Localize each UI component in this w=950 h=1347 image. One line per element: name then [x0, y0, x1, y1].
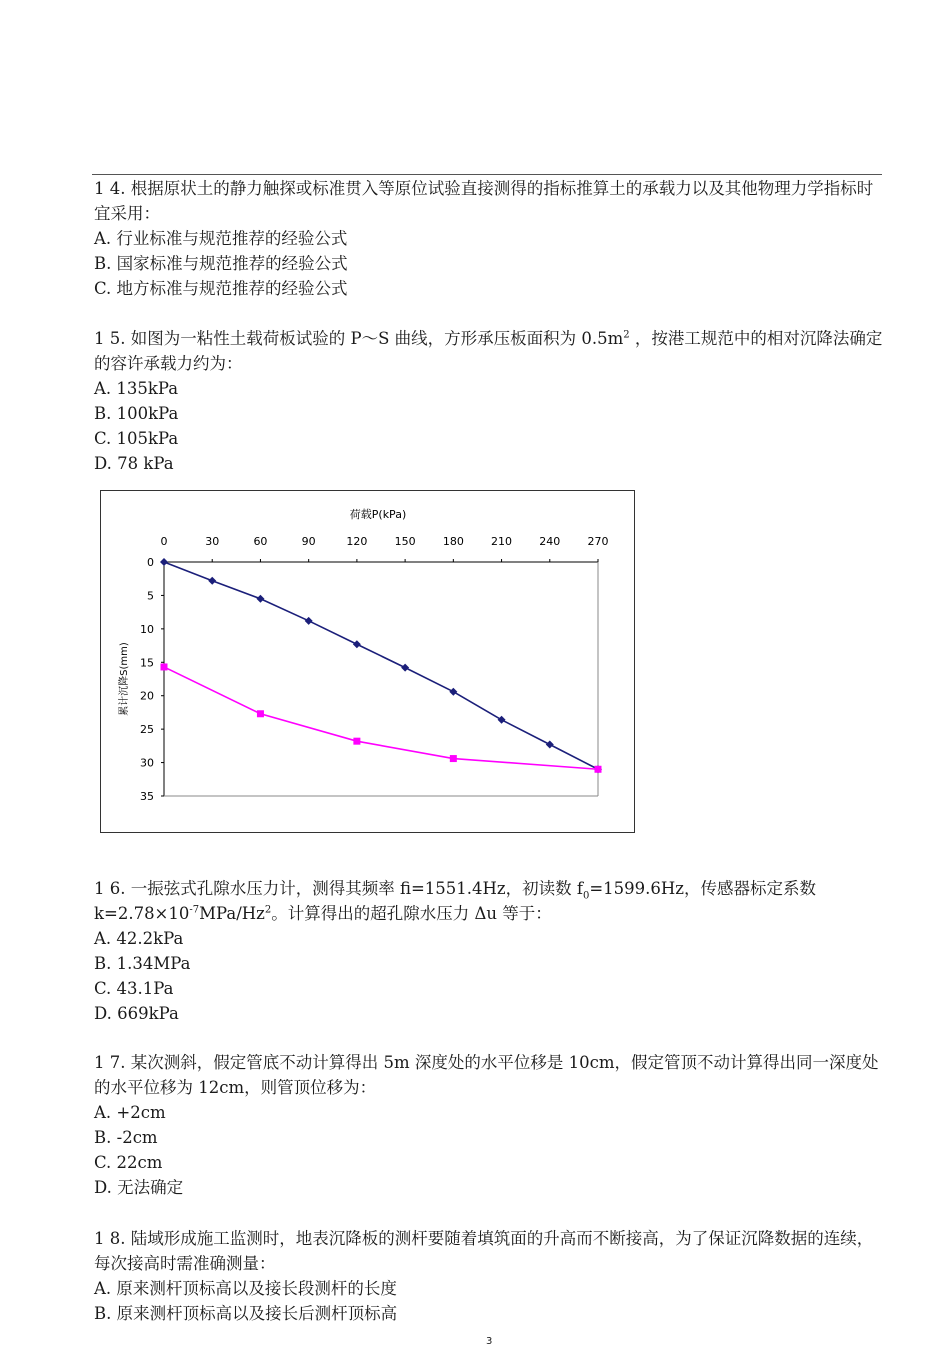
series-1-point: [160, 558, 168, 566]
y-tick-label: 0: [147, 556, 154, 569]
chart-title: 荷载P(kPa): [349, 508, 407, 521]
stem-part: 1 5. 如图为一粘性土载荷板试验的 P～S 曲线，方形承压板面积为 0.5m: [94, 329, 624, 348]
header-rule: [92, 174, 882, 175]
question-18: [94, 1226, 884, 1326]
option-d: D. 78 kPa: [94, 454, 174, 473]
x-tick-label: 180: [442, 535, 464, 548]
question-15: [94, 326, 884, 476]
series-2-point: [595, 766, 602, 773]
x-tick-label: 210: [491, 535, 513, 548]
option-a: A. 原来测杆顶标高以及接长段测杆的长度: [94, 1279, 397, 1298]
stem-part: MPa/Hz: [199, 904, 265, 923]
stem-part: =1599.6Hz，传感器标定系数 k=2.78×10: [94, 879, 817, 923]
series-1-point: [208, 577, 216, 585]
y-axis-label: 累计沉降S(mm): [119, 642, 130, 716]
question-stem: [94, 876, 884, 926]
series-2-point: [161, 663, 168, 670]
y-tick-label: 30: [140, 756, 154, 770]
option-b: B. 国家标准与规范推荐的经验公式: [94, 254, 348, 273]
stem-superscript: 2: [264, 904, 272, 916]
x-tick-label: 240: [539, 535, 561, 548]
option-b: B. 1.34MPa: [94, 954, 191, 973]
option-a: A. 42.2kPa: [94, 929, 184, 948]
question-stem: 1 8. 陆域形成施工监测时，地表沉降板的测杆要随着填筑面的升高而不断接高，为了保证沉降数据的连续，每次接高时需准确测量：: [94, 1229, 874, 1273]
y-tick-label: 25: [140, 723, 154, 737]
page-number: 3: [486, 1336, 493, 1347]
question-14: [94, 176, 884, 301]
ps-curve-svg: [101, 491, 634, 832]
option-a: A. 行业标准与规范推荐的经验公式: [94, 229, 348, 248]
x-tick-label: 150: [394, 535, 416, 548]
series-2-point: [353, 738, 360, 745]
stem-subscript: 0: [582, 890, 590, 902]
y-tick-label: 20: [140, 689, 154, 703]
option-b: B. 原来测杆顶标高以及接长后测杆顶标高: [94, 1304, 398, 1323]
option-d: D. 无法确定: [94, 1178, 184, 1197]
y-tick-label: 10: [140, 622, 154, 636]
option-b: B. 100kPa: [94, 404, 179, 423]
option-c: C. 105kPa: [94, 429, 179, 448]
stem-part: 1 6. 一振弦式孔隙水压力计，测得其频率 fi=1551.4Hz，初读数 f: [94, 879, 583, 898]
question-stem: 1 7. 某次测斜，假定管底不动计算得出 5m 深度处的水平位移是 10cm，假定管顶不动计算得出同一深度处的水平位移为 12cm，则管顶位移为：: [94, 1053, 879, 1097]
ps-curve-chart: [100, 490, 635, 833]
y-tick-label: 5: [147, 589, 154, 603]
series-1-point: [256, 595, 264, 603]
x-tick-label: 270: [587, 535, 609, 548]
stem-superscript: -7: [189, 904, 200, 916]
question-stem: 1 4. 根据原状土的静力触探或标准贯入等原位试验直接测得的指标推算土的承载力以及其他物理力学指标时宜采用：: [94, 179, 874, 223]
series-line-1: [164, 562, 598, 769]
y-tick-label: 35: [140, 790, 154, 803]
series-1-point: [353, 640, 361, 648]
x-tick-label: 90: [301, 535, 316, 548]
option-c: C. 地方标准与规范推荐的经验公式: [94, 279, 348, 298]
question-17: [94, 1050, 884, 1200]
x-tick-label: 30: [205, 535, 220, 548]
option-d: D. 669kPa: [94, 1004, 179, 1023]
y-tick-label: 15: [140, 656, 154, 670]
series-group: [160, 558, 602, 773]
x-tick-label: 60: [253, 535, 268, 548]
series-2-point: [257, 710, 264, 717]
question-stem: [94, 326, 884, 376]
series-1-point: [546, 741, 554, 749]
option-a: A. 135kPa: [94, 379, 179, 398]
question-16: [94, 876, 884, 1026]
x-tick-label: 0: [160, 535, 168, 548]
series-1-point: [401, 664, 409, 672]
series-1-point: [449, 688, 457, 696]
x-tick-label: 120: [346, 535, 368, 548]
series-2-point: [450, 755, 457, 762]
series-1-point: [498, 716, 506, 724]
x-tick-labels: [161, 535, 609, 562]
stem-superscript: 2: [623, 329, 630, 341]
stem-part: 。计算得出的超孔隙水压力 Δu 等于：: [271, 904, 552, 923]
option-c: C. 22cm: [94, 1153, 163, 1172]
y-tick-labels: [140, 556, 164, 803]
y-axis-label-group: [117, 642, 130, 716]
option-c: C. 43.1Pa: [94, 979, 174, 998]
option-a: A. +2cm: [94, 1103, 166, 1122]
series-1-point: [305, 617, 313, 625]
option-b: B. -2cm: [94, 1128, 158, 1147]
stem-part: ，按港工规范中的相对沉降法确定的容许承载力约为：: [94, 329, 883, 373]
series-line-2: [164, 667, 598, 769]
